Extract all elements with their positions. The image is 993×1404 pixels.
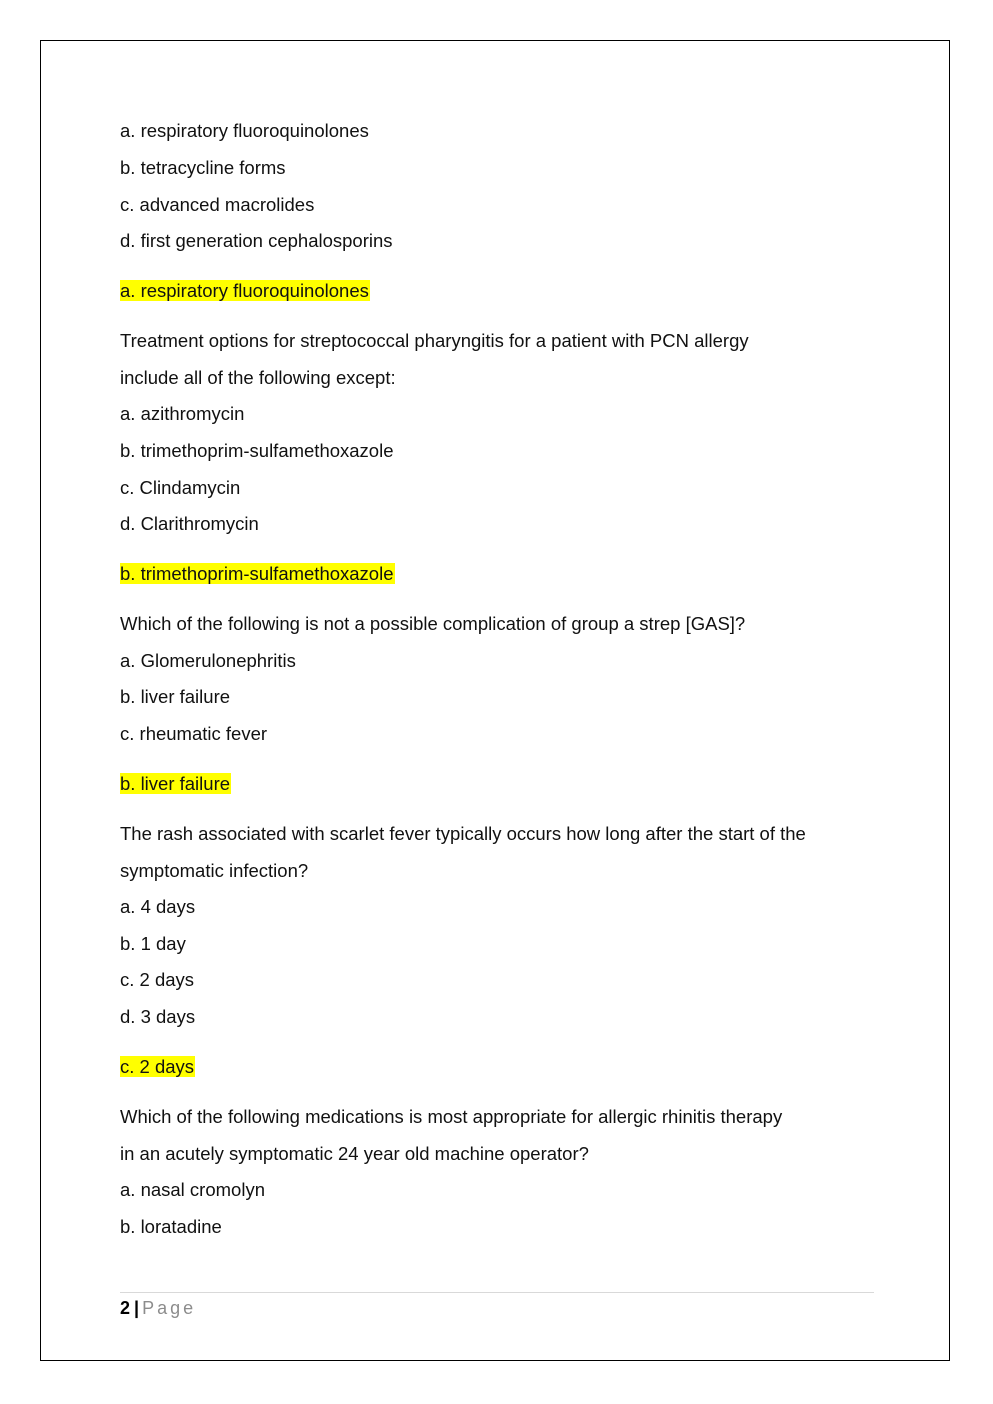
answer-line bbox=[120, 772, 231, 796]
text-line: b. trimethoprim-sulfamethoxazole bbox=[120, 440, 394, 461]
answer-highlight: b. liver failure bbox=[120, 773, 231, 794]
text-line: b. tetracycline forms bbox=[120, 157, 286, 178]
text-line: a. 4 days bbox=[120, 896, 196, 917]
text-line: c. 2 days bbox=[120, 969, 195, 990]
answer-highlight: c. 2 days bbox=[120, 1056, 195, 1077]
page-number: 2 bbox=[120, 1298, 131, 1318]
text-line: a. nasal cromolyn bbox=[120, 1179, 265, 1200]
answer-line bbox=[120, 279, 370, 303]
text-line: d. first generation cephalosporins bbox=[120, 230, 393, 251]
question-line: in an acutely symptomatic 24 year old machine operator? bbox=[120, 1143, 589, 1164]
question-line: Treatment options for streptococcal pharyngitis for a patient with PCN allergy bbox=[120, 330, 749, 351]
text-line: c. Clindamycin bbox=[120, 477, 241, 498]
text-line: a. Glomerulonephritis bbox=[120, 650, 296, 671]
footer-separator: | bbox=[134, 1298, 140, 1318]
answer-highlight: a. respiratory fluoroquinolones bbox=[120, 280, 369, 301]
text-line: a. azithromycin bbox=[120, 403, 245, 424]
answer-line bbox=[120, 562, 395, 586]
page-label: Page bbox=[142, 1298, 197, 1318]
question-line: Which of the following medications is most appropriate for allergic rhinitis therapy bbox=[120, 1106, 783, 1127]
question-line: Which of the following is not a possible complication of group a strep [GAS]? bbox=[120, 613, 746, 634]
text-line: d. 3 days bbox=[120, 1006, 196, 1027]
text-line: a. respiratory fluoroquinolones bbox=[120, 120, 369, 141]
text-line: c. rheumatic fever bbox=[120, 723, 268, 744]
text-line: b. liver failure bbox=[120, 686, 231, 707]
answer-line bbox=[120, 1055, 195, 1079]
text-line: d. Clarithromycin bbox=[120, 513, 259, 534]
text-line: c. advanced macrolides bbox=[120, 194, 315, 215]
text-line: b. 1 day bbox=[120, 933, 186, 954]
footer-divider bbox=[120, 1292, 874, 1293]
page-footer bbox=[120, 1296, 196, 1320]
question-line: include all of the following except: bbox=[120, 367, 396, 388]
question-line: symptomatic infection? bbox=[120, 860, 309, 881]
text-line: b. loratadine bbox=[120, 1216, 222, 1237]
question-line: The rash associated with scarlet fever typically occurs how long after the start of the bbox=[120, 823, 806, 844]
answer-highlight: b. trimethoprim-sulfamethoxazole bbox=[120, 563, 394, 584]
